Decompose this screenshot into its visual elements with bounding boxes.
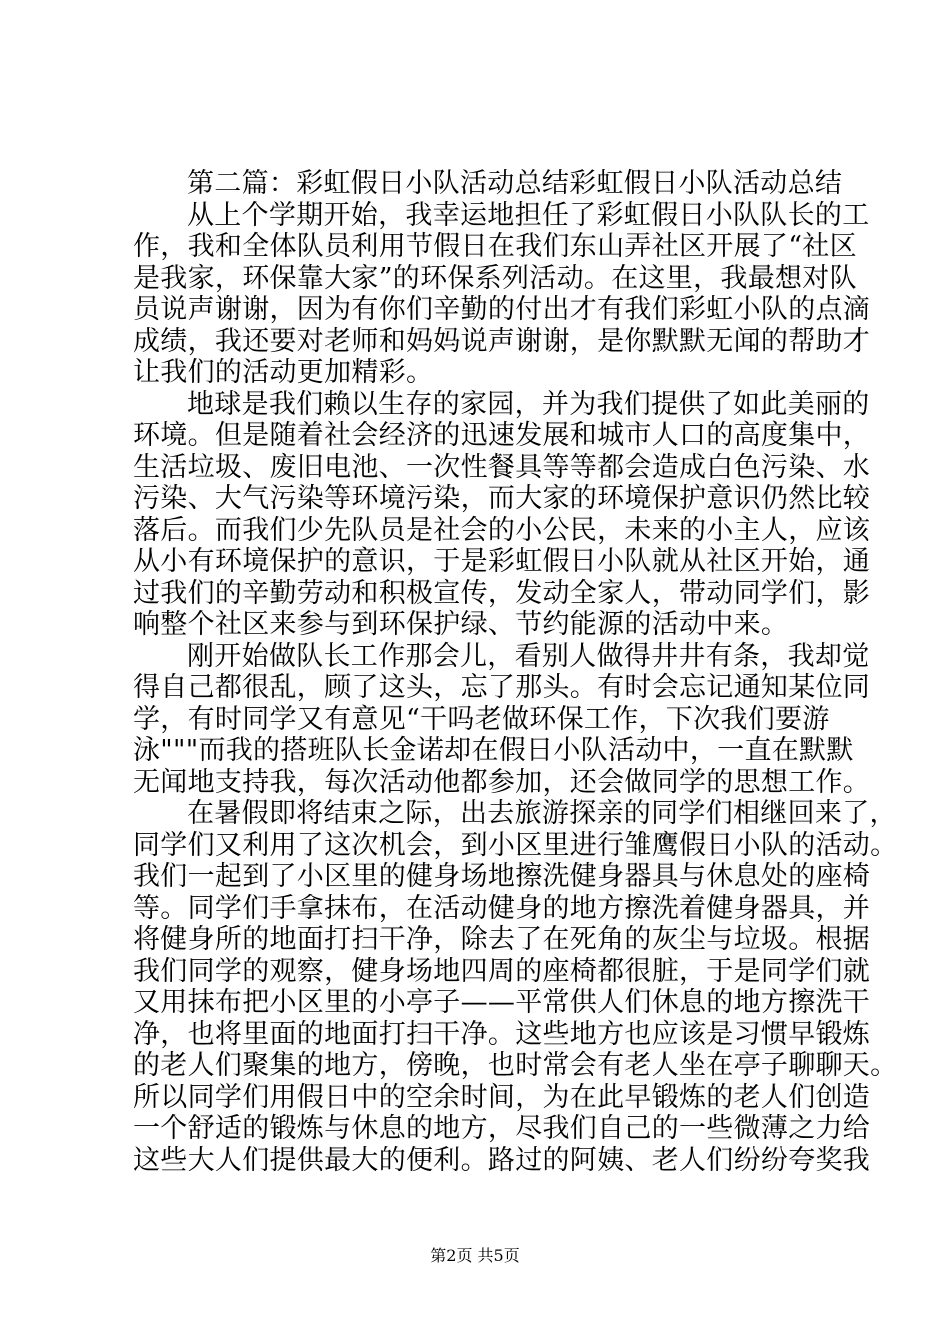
paragraph-line: 净，也将里面的地面打扫干净。这些地方也应该是习惯早锻炼 (133, 1018, 871, 1050)
paragraph-line: 过我们的辛勤劳动和积极宣传，发动全家人，带动同学们，影 (133, 577, 871, 609)
paragraph-2 (133, 388, 871, 641)
paragraph-line: 刚开始做队长工作那会儿，看别人做得井井有条，我却觉 (187, 640, 870, 672)
paragraph-line: 等。同学们手拿抹布，在活动健身的地方擦洗着健身器具，并 (133, 892, 871, 924)
paragraph-line: 这些大人们提供最大的便利。路过的阿姨、老人们纷纷夸奖我 (133, 1144, 871, 1176)
paragraph-3 (133, 640, 871, 799)
paragraph-line: 成绩，我还要对老师和妈妈说声谢谢，是你默默无闻的帮助才 (133, 325, 871, 357)
paragraph-line: 污染、大气污染等环境污染，而大家的环境保护意识仍然比较 (133, 483, 871, 514)
paragraph-4 (133, 798, 898, 1176)
paragraph-line: 的老人们聚集的地方，傍晚，也时常会有老人坐在亭子聊聊天。 (133, 1050, 898, 1081)
paragraph-line: 所以同学们用假日中的空余时间，为在此早锻炼的老人们创造 (133, 1081, 871, 1113)
paragraph-line: 得自己都很乱，顾了这头，忘了那头。有时会忘记通知某位同 (133, 672, 871, 703)
paragraph-line: 又用抹布把小区里的小亭子——平常供人们休息的地方擦洗干 (133, 987, 871, 1018)
paragraph-line: 在暑假即将结束之际，出去旅游探亲的同学们相继回来了， (187, 798, 897, 829)
paragraph-line: 学，有时同学又有意见“干吗老做环保工作，下次我们要游 (133, 703, 830, 735)
paragraph-line: 一个舒适的锻炼与休息的地方，尽我们自己的一些微薄之力给 (133, 1113, 871, 1144)
paragraph-line: 环境。但是随着社会经济的迅速发展和城市人口的高度集中， (133, 420, 871, 451)
paragraph-line: 将健身所的地面打扫干净，除去了在死角的灰尘与垃圾。根据 (133, 924, 871, 955)
paragraph-line: 响整个社区来参与到环保护绿、节约能源的活动中来。 (133, 609, 789, 640)
paragraph-line: 是我家，环保靠大家”的环保系列活动。在这里，我最想对队 (133, 262, 857, 294)
paragraph-1 (133, 199, 871, 389)
paragraph-line: 我们一起到了小区里的健身场地擦洗健身器具与休息处的座椅 (133, 861, 871, 892)
section-title: 第二篇：彩虹假日小队活动总结彩虹假日小队活动总结 (187, 168, 843, 199)
paragraph-line: 地球是我们赖以生存的家园，并为我们提供了如此美丽的 (187, 388, 870, 420)
document-body (133, 168, 898, 1176)
paragraph-line: 同学们又利用了这次机会，到小区里进行雏鹰假日小队的活动。 (133, 829, 898, 861)
paragraph-line: 生活垃圾、废旧电池、一次性餐具等等都会造成白色污染、水 (133, 451, 871, 483)
page-number-footer: 第2页 共5页 (430, 1246, 520, 1265)
paragraph-line: 泳"""而我的搭班队长金诺却在假日小队活动中，一直在默默 (133, 735, 854, 766)
paragraph-line: 从小有环境保护的意识，于是彩虹假日小队就从社区开始，通 (133, 546, 871, 577)
paragraph-line: 作，我和全体队员利用节假日在我们东山弄社区开展了“社区 (133, 231, 857, 262)
paragraph-line: 让我们的活动更加精彩。 (133, 357, 434, 388)
paragraph-line: 我们同学的观察，健身场地四周的座椅都很脏，于是同学们就 (133, 955, 871, 987)
paragraph-line: 员说声谢谢，因为有你们辛勤的付出才有我们彩虹小队的点滴 (133, 294, 871, 325)
paragraph-line: 落后。而我们少先队员是社会的小公民，未来的小主人，应该 (133, 514, 871, 546)
paragraph-line: 从上个学期开始，我幸运地担任了彩虹假日小队队长的工 (187, 199, 870, 231)
paragraph-line: 无闻地支持我，每次活动他都参加，还会做同学的思想工作。 (133, 766, 871, 798)
